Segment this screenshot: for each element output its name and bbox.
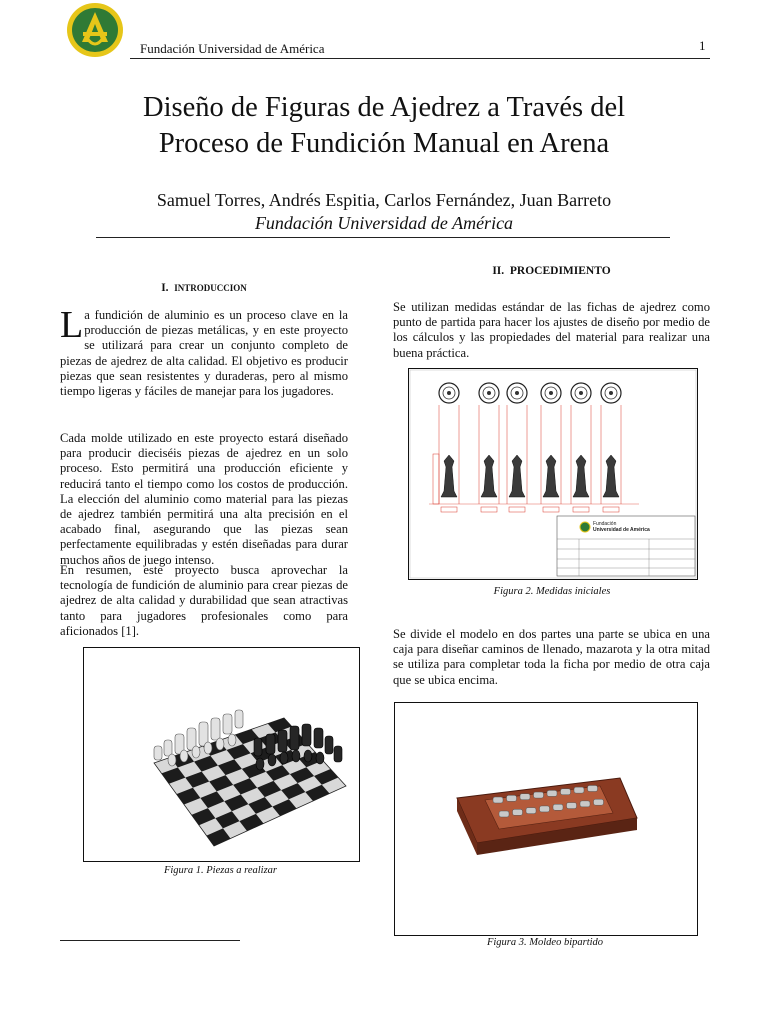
section-1-heading [60,282,348,294]
mold-piece [588,785,598,791]
section-2-title: PROCEDIMIENTO [509,265,611,277]
figure-1-caption: Figura 1. Piezas a realizar [163,865,278,876]
section-2-heading [393,265,710,277]
intro-paragraph-1 [60,304,348,399]
mold-piece [574,787,584,793]
title-line-2: Proceso de Fundición Manual en Arena [158,128,610,159]
piece-side-profile [603,455,619,497]
author-rule [96,237,670,238]
intro-paragraph-2: Cada molde utilizado en este proyecto estará diseñado para producir dieciséis piezas de ajedrez en un solo proceso. Esto permitirá una producción eficiente y reducirá tanto el tiempo como los costos de producción. La elección del aluminio como material para las piezas de ajedrez también permitirá una alta precisión en el acabado final, asegurando que las piezas sean perfectamente equilibradas y estén diseñadas para durar muchos años de juego intenso. [60,431,348,567]
mold-render [395,703,697,935]
piece-side-profile [573,455,589,497]
header-rule [130,58,710,59]
technical-drawing [409,369,697,579]
drawing-title-block [557,516,695,576]
mold-piece [567,803,577,809]
mold-piece [580,801,590,807]
mold-piece [553,804,563,810]
mold-piece [507,795,517,801]
header-organization: Fundación Universidad de América [140,41,325,56]
mold-piece [526,808,536,814]
title-line-1: Diseño de Figuras de Ajedrez a Través del [142,92,626,123]
authors: Samuel Torres, Andrés Espitia, Carlos Fernández, Juan Barreto [156,190,612,210]
piece-side-profile [441,455,457,497]
intro-paragraph-1-text: a fundición de aluminio es un proceso clave en la producción de piezas metálicas, y en este proyecto se utilizará para crear un conjunto completo de piezas de ajedrez de alta calidad. El objetivo es producir piezas que sean resistentes y duraderas, pero al mismo tiempo ligeras y fáciles de manejar para los jugadores. [60,308,348,399]
mold-piece [547,790,557,796]
title-block-line-1: Fundación [593,521,617,527]
figure-2 [408,368,698,580]
mold-piece [493,797,503,803]
figure-2-caption: Figura 2. Medidas iniciales [493,586,611,597]
intro-paragraph-3: En resumen, este proyecto busca aprovechar la tecnología de fundición de aluminio para crear piezas de ajedrez de alta calidad y durabilidad que sean atractivas tanto para jugadores profesionales como para aficionados [1]. [60,563,348,638]
affiliation: Fundación Universidad de América [254,213,514,233]
section-2-number: II. [492,265,505,277]
title-block-line-2: Universidad de América [593,527,650,533]
mold-piece [540,806,550,812]
mold-piece [513,809,523,815]
footnote-rule [60,940,240,941]
chess-set-render [84,648,359,861]
mold-piece [499,811,509,817]
piece-side-profile [543,455,559,497]
section-1-title: INTRODUCCION [174,283,247,293]
piece-side-profile [509,455,525,497]
procedure-paragraph-2: Se divide el modelo en dos partes una parte se ubica en una caja para diseñar caminos de llenado, mazarota y la otra mitad se utiliza para completar toda la ficha por medio de otra caja que se ubica encima. [393,627,710,687]
figure-1 [83,647,360,862]
paper-title [60,90,708,162]
section-1-number: I. [161,282,169,294]
procedure-paragraph-1: Se utilizan medidas estándar de las fichas de ajedrez como punto de partida para hacer los ajustes de diseño por medio de los cálculos y las propiedades del material para realizar una buena práctica. [393,300,710,360]
page-number: 1 [699,38,706,53]
figure-3-caption: Figura 3. Moldeo bipartido [486,937,604,948]
piece-side-profile [481,455,497,497]
mold-piece [594,799,604,805]
mold-piece [561,789,571,795]
mold-piece [520,794,530,800]
figure-3 [394,702,698,936]
mold-piece [534,792,544,798]
university-logo [66,2,124,58]
drop-cap: L [60,304,84,346]
title-block-logo-icon [580,522,590,532]
